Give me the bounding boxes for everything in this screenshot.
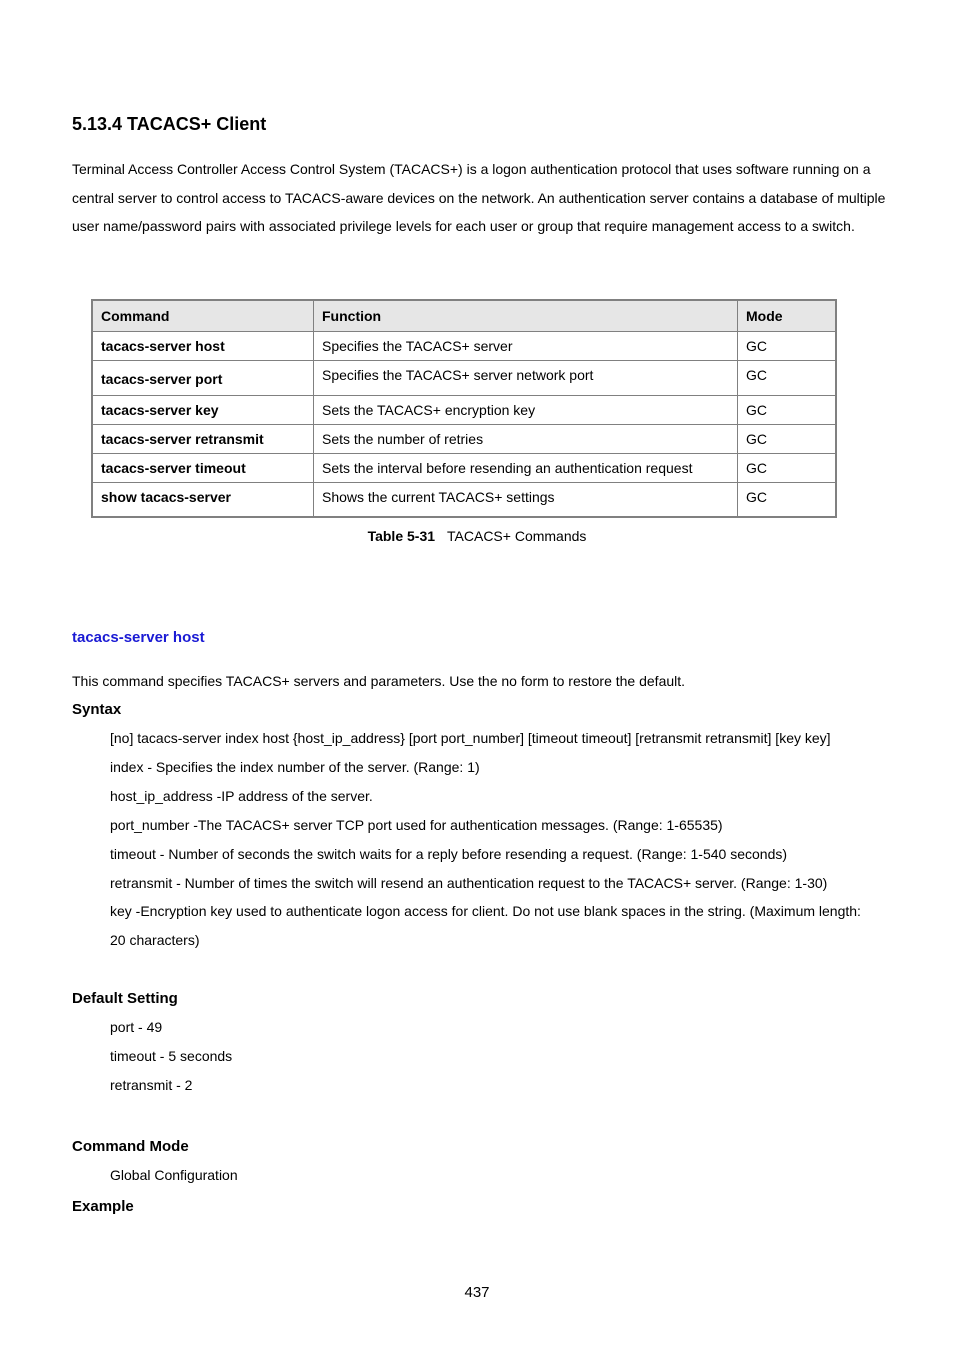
syntax-line: 20 characters) bbox=[110, 932, 200, 948]
header-command: Command bbox=[92, 300, 314, 332]
table-row bbox=[92, 332, 836, 361]
command-mode-value: Global Configuration bbox=[110, 1167, 238, 1183]
cell-mode: GC bbox=[738, 483, 837, 517]
example-heading: Example bbox=[72, 1198, 134, 1215]
syntax-line: [no] tacacs-server index host {host_ip_address} [port port_number] [timeout timeout] [retransmit retransmit] [key key] bbox=[110, 730, 831, 746]
cell-command: tacacs-server host bbox=[92, 332, 314, 361]
table-row bbox=[92, 425, 836, 454]
table-header-row bbox=[92, 300, 836, 332]
default-line: retransmit - 2 bbox=[110, 1077, 193, 1093]
cell-command: tacacs-server retransmit bbox=[92, 425, 314, 454]
syntax-line: port_number -The TACACS+ server TCP port used for authentication messages. (Range: 1-65535) bbox=[110, 817, 723, 833]
command-description: This command specifies TACACS+ servers and parameters. Use the no form to restore the default. bbox=[72, 673, 686, 689]
table-caption bbox=[0, 528, 954, 544]
intro-paragraph: Terminal Access Controller Access Control System (TACACS+) is a logon authentication protocol that uses software running on a central server to control access to TACACS-aware devices on the network. An authentication server contains a database of multiple user name/password pairs with associated privilege levels for each user or group that require management access to a switch. bbox=[72, 161, 886, 235]
table-row bbox=[92, 361, 836, 396]
cell-function: Sets the interval before resending an authentication request bbox=[314, 454, 738, 483]
cell-function: Specifies the TACACS+ server bbox=[314, 332, 738, 361]
cell-function: Shows the current TACACS+ settings bbox=[314, 483, 738, 517]
page-number: 437 bbox=[464, 1284, 490, 1301]
table-row bbox=[92, 483, 836, 517]
cell-mode: GC bbox=[738, 361, 837, 396]
default-setting-heading: Default Setting bbox=[72, 990, 178, 1007]
cell-mode: GC bbox=[738, 454, 837, 483]
cell-function: Specifies the TACACS+ server network port bbox=[314, 361, 738, 396]
cell-command: show tacacs-server bbox=[92, 483, 314, 517]
header-mode: Mode bbox=[738, 300, 837, 332]
table-caption-text: TACACS+ Commands bbox=[447, 528, 587, 544]
section-heading: 5.13.4 TACACS+ Client bbox=[72, 114, 267, 134]
cell-function: Sets the TACACS+ encryption key bbox=[314, 396, 738, 425]
cell-mode: GC bbox=[738, 332, 837, 361]
cell-mode: GC bbox=[738, 396, 837, 425]
default-line: port - 49 bbox=[110, 1019, 163, 1035]
commands-table bbox=[91, 299, 837, 518]
syntax-line: key -Encryption key used to authenticate logon access for client. Do not use blank spaces in the string. (Maximum length: bbox=[110, 903, 861, 919]
syntax-line: retransmit - Number of times the switch will resend an authentication request to the TACACS+ server. (Range: 1-30) bbox=[110, 875, 828, 891]
syntax-heading: Syntax bbox=[72, 701, 122, 718]
cell-mode: GC bbox=[738, 425, 837, 454]
table-caption-label: Table 5-31 bbox=[367, 528, 436, 544]
default-line: timeout - 5 seconds bbox=[110, 1048, 233, 1064]
table-row bbox=[92, 396, 836, 425]
cell-command: tacacs-server port bbox=[92, 361, 314, 396]
command-mode-heading: Command Mode bbox=[72, 1138, 189, 1155]
table-row bbox=[92, 454, 836, 483]
syntax-line: timeout - Number of seconds the switch waits for a reply before resending a request. (Range: 1-540 seconds) bbox=[110, 846, 788, 862]
cell-command: tacacs-server timeout bbox=[92, 454, 314, 483]
cell-function: Sets the number of retries bbox=[314, 425, 738, 454]
syntax-line: index - Specifies the index number of the server. (Range: 1) bbox=[110, 759, 480, 775]
cell-command: tacacs-server key bbox=[92, 396, 314, 425]
header-function: Function bbox=[314, 300, 738, 332]
command-heading: tacacs-server host bbox=[72, 629, 205, 646]
syntax-line: host_ip_address -IP address of the server. bbox=[110, 788, 373, 804]
